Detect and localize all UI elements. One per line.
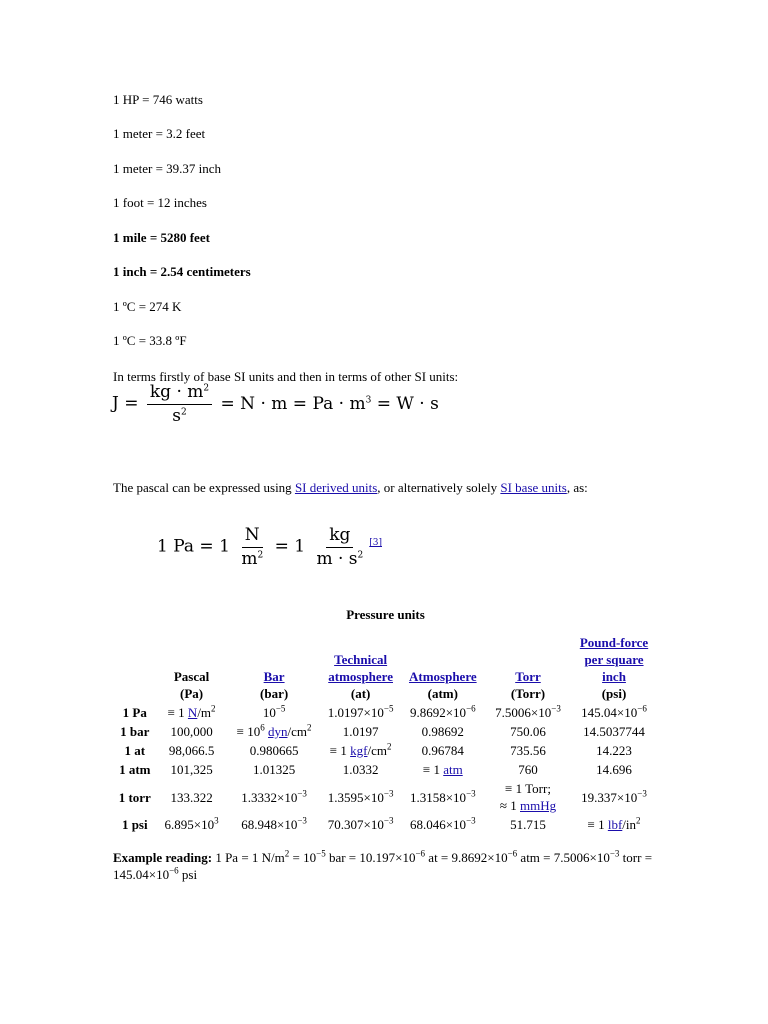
table-cell: 14.223	[596, 743, 632, 758]
row-label: 1 torr	[118, 789, 151, 805]
conversion-meter-feet: 1 meter = 3.2 feet	[113, 126, 206, 141]
conversion-meter-inch: 1 meter = 39.37 inch	[113, 161, 222, 176]
table-row	[113, 703, 658, 722]
table-cell: ≡ 1 kgf/$cm^2$	[329, 741, 392, 758]
pascal-intro: The pascal can be expressed using SI derived units, or alternatively solely SI base units, as:	[113, 480, 588, 495]
table-cell: 735.56	[510, 743, 546, 758]
si-intro-text: In terms firstly of base SI units and then in terms of other SI units:	[113, 369, 459, 384]
table-cell: ≡ 1 Torr; ≈ 1 mmHg	[499, 781, 557, 813]
joule-fraction	[147, 383, 212, 425]
header-pascal: Pascal (Pa)	[173, 669, 210, 701]
table-cell: ≡ $10^6$ dyn/$cm^2$	[236, 722, 312, 739]
row-label: 1 bar	[120, 724, 150, 739]
table-cell: 760	[518, 762, 538, 777]
conversion-celsius-fahrenheit: 1 ºC = 33.8 ºF	[113, 333, 187, 348]
example-reading-label: Example reading:	[113, 850, 213, 865]
table-cell: 1.01325	[252, 762, 296, 777]
pressure-units-table	[113, 607, 658, 834]
header-atmosphere: Atmosphere (atm)	[408, 669, 477, 701]
table-cell: $145.04\times 10^{-6}$	[581, 703, 647, 720]
table-cell: $19.337\times 10^{-3}$	[581, 788, 647, 805]
pressure-table-header-row	[113, 633, 658, 703]
table-cell: $1.0197\times 10^{-5}$	[327, 703, 394, 720]
joule-denominator: $s^2$	[172, 405, 187, 426]
table-cell: ≡ 1 $N/m^2$	[167, 703, 216, 720]
table-cell: $1.3595\times 10^{-3}$	[327, 788, 394, 805]
header-technical-atmosphere: Technical atmosphere (at)	[328, 652, 393, 701]
dyne-link[interactable]: dyn	[268, 724, 288, 739]
table-cell: $10^{-5}$	[262, 703, 286, 720]
row-label: 1 atm	[119, 762, 151, 777]
atm-link[interactable]: atm	[443, 762, 463, 777]
table-cell: 750.06	[510, 724, 546, 739]
conversion-foot-inches: 1 foot = 12 inches	[113, 195, 207, 210]
row-label: 1 psi	[121, 817, 148, 832]
header-psi: Pound-force per square inch (psi)	[579, 635, 649, 701]
table-cell: 100,000	[170, 724, 213, 739]
table-cell: 51.715	[510, 817, 546, 832]
table-cell: $7.5006\times 10^{-3}$	[495, 703, 561, 720]
table-row	[113, 741, 658, 760]
joule-rhs: = $N \cdot m = Pa \cdot m^3 = W \cdot s$	[220, 393, 439, 414]
table-row	[113, 722, 658, 741]
pascal-fraction-n-m2: $\frac{N}{m^2}$	[241, 525, 264, 569]
atmosphere-link[interactable]: Atmosphere	[408, 669, 477, 684]
header-torr: Torr (Torr)	[510, 669, 546, 701]
bar-link[interactable]: Bar	[263, 669, 285, 684]
pascal-fraction-kg-ms2: $\frac{kg}{m \cdot s^2}$	[316, 525, 364, 569]
conversion-inch-cm: 1 inch = 2.54 centimeters	[113, 264, 251, 279]
pascal-equals: = 1	[274, 536, 306, 557]
table-cell: 98,066.5	[168, 743, 215, 758]
table-row	[113, 779, 658, 815]
table-cell: ≡ 1 atm	[422, 762, 463, 777]
table-cell: 1.0332	[342, 762, 379, 777]
pascal-lhs: 1 Pa = 1	[157, 536, 230, 557]
table-cell: 133.322	[170, 789, 213, 805]
table-cell: 1.0197	[342, 724, 379, 739]
row-label: 1 Pa	[122, 705, 147, 720]
table-cell: 0.98692	[421, 724, 464, 739]
header-bar: Bar (bar)	[260, 669, 289, 701]
psi-link[interactable]: Pound-force per square inch	[579, 635, 649, 684]
technical-atmosphere-link[interactable]: Technical atmosphere	[328, 652, 393, 684]
table-cell: 14.696	[596, 762, 632, 777]
si-base-units-link[interactable]: SI base units	[500, 480, 567, 495]
lbf-link[interactable]: lbf	[607, 817, 623, 832]
table-cell: 14.5037744	[583, 724, 645, 739]
table-cell: $1.3158\times 10^{-3}$	[409, 788, 476, 805]
table-cell: $6.895\times 10^3$	[164, 815, 219, 832]
table-cell: $9.8692\times 10^{-6}$	[409, 703, 476, 720]
mmhg-link[interactable]: mmHg	[520, 798, 557, 813]
header-empty	[113, 633, 157, 703]
joule-formula	[112, 383, 439, 425]
conversion-hp-watts: 1 HP = 746 watts	[113, 92, 203, 107]
table-cell: $70.307\times 10^{-3}$	[327, 815, 394, 832]
table-cell: $68.046\times 10^{-3}$	[409, 815, 476, 832]
table-cell: 101,325	[170, 762, 213, 777]
table-cell: ≡ 1 lbf/$in^2$	[587, 815, 641, 832]
si-derived-units-link[interactable]: SI derived units	[294, 480, 378, 495]
joule-lhs: J =	[112, 393, 139, 414]
pressure-table-caption: Pressure units	[346, 607, 425, 622]
footnote-3-link[interactable]: [3]	[369, 538, 382, 549]
kgf-link[interactable]: kgf	[350, 743, 368, 758]
table-cell: 0.96784	[421, 743, 464, 758]
example-reading: Example reading: 1 Pa = 1 $N/m^2 = 10^{-5}$ bar = $10.197\times 10^{-6}$ at = $9.8692\times 10^{-6}$ atm = $7.5006\times 10^{-3}$ torr = $145.04\times 10^{-6}$ psi	[113, 848, 653, 882]
table-row	[113, 815, 658, 834]
pascal-formula	[157, 526, 382, 568]
table-cell: $1.3332\times 10^{-3}$	[241, 788, 307, 805]
table-cell: $68.948\times 10^{-3}$	[241, 815, 307, 832]
joule-numerator: kg · $m^2$	[147, 383, 212, 405]
conversion-celsius-kelvin: 1 ºC = 274 K	[113, 299, 182, 314]
torr-link[interactable]: Torr	[515, 669, 541, 684]
row-label: 1 at	[124, 743, 146, 758]
table-cell: 0.980665	[249, 743, 299, 758]
table-row	[113, 760, 658, 779]
conversion-mile-feet: 1 mile = 5280 feet	[113, 230, 210, 245]
newton-link[interactable]: N	[187, 705, 198, 720]
